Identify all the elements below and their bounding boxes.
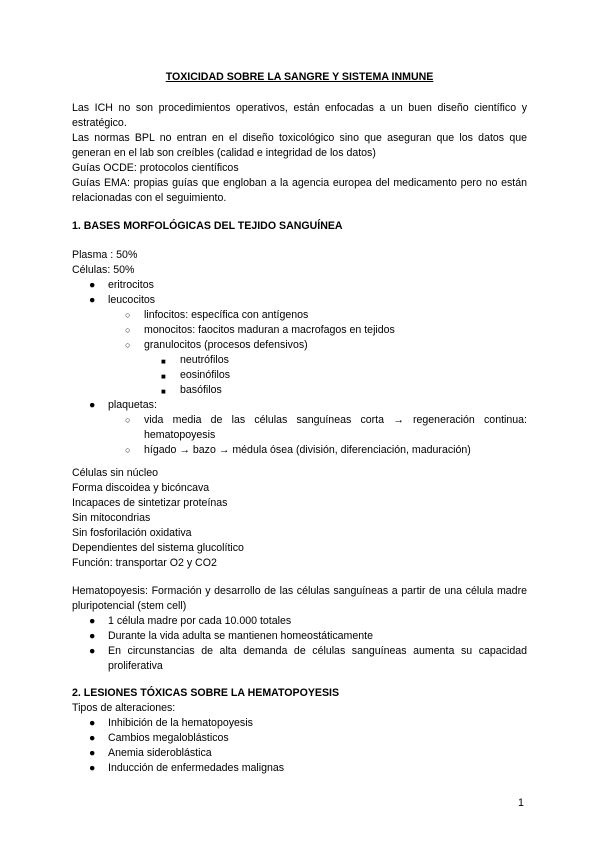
bullet-marker: ● bbox=[89, 279, 96, 291]
plasma-line: Plasma : 50% bbox=[72, 249, 138, 261]
hematopoyesis-list bbox=[72, 614, 527, 674]
erythrocyte-properties bbox=[72, 466, 527, 571]
list-item bbox=[108, 443, 527, 458]
list-item-text: eosinófilos bbox=[180, 369, 231, 381]
page-title: TOXICIDAD SOBRE LA SANGRE Y SISTEMA INMUNE bbox=[165, 71, 434, 83]
bullet-marker: ● bbox=[89, 294, 96, 306]
intro-paragraph: Guías EMA: propias guías que engloban a la agencia europea del medicamento pero no están relacionadas con el seguimiento. bbox=[72, 177, 527, 204]
list-item bbox=[72, 731, 527, 746]
list-item bbox=[72, 746, 527, 761]
list-item-text: eritrocitos bbox=[108, 279, 154, 291]
bullet-marker: ○ bbox=[125, 445, 131, 455]
list-item-text: En circunstancias de alta demanda de células sanguíneas aumenta su capacidad proliferativa bbox=[108, 645, 527, 672]
list-item bbox=[72, 614, 527, 629]
list-item bbox=[72, 293, 527, 398]
list-item-text: monocitos: faocitos maduran a macrofagos en tejidos bbox=[144, 324, 395, 336]
property-line: Sin fosforilación oxidativa bbox=[72, 527, 192, 539]
section-1-heading: 1. BASES MORFOLÓGICAS DEL TEJIDO SANGUÍNEA bbox=[72, 220, 343, 232]
intro-paragraph: Las ICH no son procedimientos operativos, están enfocadas a un buen diseño científico y estratégico. bbox=[72, 102, 527, 129]
bullet-marker: ● bbox=[89, 399, 96, 411]
hematopoyesis-definition: Hematopoyesis: Formación y desarrollo de las células sanguíneas a partir de una célula madre pluripotencial (stem cell) bbox=[72, 585, 527, 612]
list-item bbox=[72, 398, 527, 458]
bullet-marker: ● bbox=[89, 747, 96, 759]
bullet-marker: ■ bbox=[161, 387, 166, 396]
list-item-text: leucocitos bbox=[108, 294, 156, 306]
intro-paragraph: Guías OCDE: protocolos científicos bbox=[72, 162, 239, 174]
list-item bbox=[108, 308, 527, 323]
bullet-marker: ● bbox=[89, 717, 96, 729]
list-item-text: Inducción de enfermedades malignas bbox=[108, 762, 285, 774]
list-item bbox=[108, 323, 527, 338]
property-line: Función: transportar O2 y CO2 bbox=[72, 557, 217, 569]
intro-paragraph: Las normas BPL no entran en el diseño toxicológico sino que aseguran que los datos que generan en el lab son creíbles (calidad e integridad de los datos) bbox=[72, 132, 527, 159]
list-item-text: vida media de las células sanguíneas corta → regeneración continua: hematopoyesis bbox=[144, 414, 527, 441]
property-line: Células sin núcleo bbox=[72, 467, 158, 479]
list-item-text: Durante la vida adulta se mantienen homeostáticamente bbox=[108, 630, 374, 642]
property-line: Sin mitocondrias bbox=[72, 512, 151, 524]
list-item-text: plaquetas: bbox=[108, 399, 157, 411]
bullet-marker: ○ bbox=[125, 340, 131, 350]
bullet-marker: ○ bbox=[125, 310, 131, 320]
cell-types-list bbox=[72, 278, 527, 458]
list-item bbox=[144, 353, 527, 368]
bullet-marker: ■ bbox=[161, 357, 166, 366]
list-item-text: linfocitos: específica con antígenos bbox=[144, 309, 309, 321]
section-1-body bbox=[72, 248, 527, 458]
section-2-heading: 2. LESIONES TÓXICAS SOBRE LA HEMATOPOYESIS bbox=[72, 687, 340, 699]
list-item-text: granulocitos (procesos defensivos) bbox=[144, 339, 308, 351]
list-item-text: hígado → bazo → médula ósea (división, diferenciación, maduración) bbox=[144, 444, 471, 456]
list-item-text: Inhibición de la hematopoyesis bbox=[108, 717, 253, 729]
section-2-body bbox=[72, 701, 527, 776]
intro-block bbox=[72, 101, 527, 206]
list-item-text: basófilos bbox=[180, 384, 222, 396]
list-item bbox=[72, 278, 527, 293]
list-item-text: Anemia sideroblástica bbox=[108, 747, 212, 759]
property-line: Forma discoidea y bicóncava bbox=[72, 482, 210, 494]
list-item bbox=[72, 644, 527, 674]
list-item bbox=[144, 368, 527, 383]
bullet-marker: ● bbox=[89, 762, 96, 774]
tipos-line: Tipos de alteraciones: bbox=[72, 702, 176, 714]
page-number: 1 bbox=[518, 797, 524, 809]
list-item bbox=[108, 413, 527, 443]
list-item-text: Cambios megaloblásticos bbox=[108, 732, 229, 744]
bullet-marker: ○ bbox=[125, 415, 131, 425]
cells-line: Células: 50% bbox=[72, 264, 135, 276]
alteraciones-list bbox=[72, 716, 527, 776]
bullet-marker: ● bbox=[89, 615, 96, 627]
bullet-marker: ● bbox=[89, 630, 96, 642]
bullet-marker: ● bbox=[89, 645, 96, 657]
list-item bbox=[72, 716, 527, 731]
hematopoyesis-block bbox=[72, 584, 527, 674]
bullet-marker: ● bbox=[89, 732, 96, 744]
bullet-marker: ■ bbox=[161, 372, 166, 381]
list-item bbox=[108, 338, 527, 398]
bullet-marker: ○ bbox=[125, 325, 131, 335]
list-item-text: neutrófilos bbox=[180, 354, 229, 366]
list-item bbox=[144, 383, 527, 398]
list-item bbox=[72, 629, 527, 644]
property-line: Incapaces de sintetizar proteínas bbox=[72, 497, 228, 509]
list-item bbox=[72, 761, 527, 776]
list-item-text: 1 célula madre por cada 10.000 totales bbox=[108, 615, 292, 627]
property-line: Dependientes del sistema glucolítico bbox=[72, 542, 244, 554]
